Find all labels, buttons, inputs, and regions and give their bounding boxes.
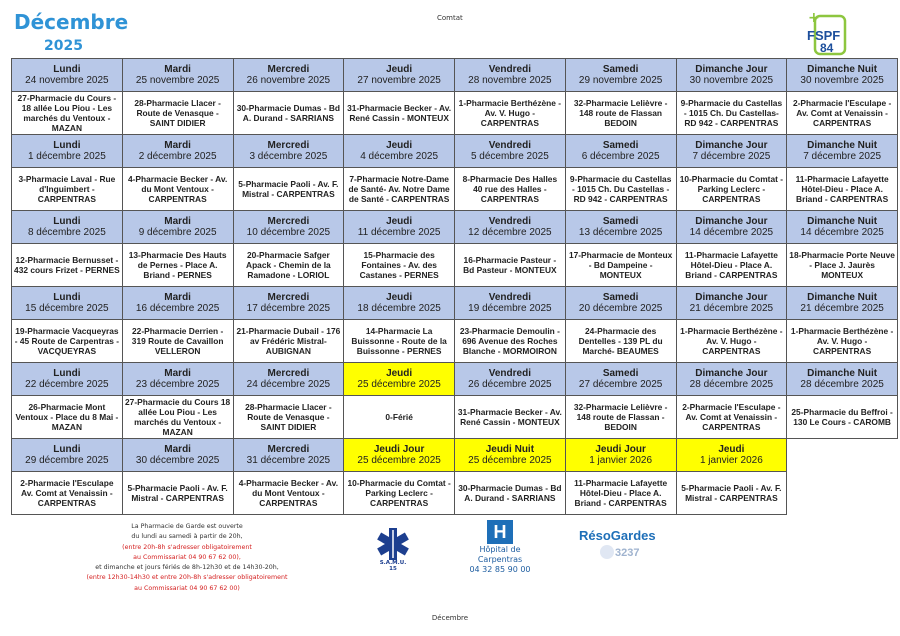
- day-name: Lundi: [53, 444, 81, 455]
- day-date: 28 décembre 2025: [689, 379, 774, 390]
- pharmacy-cell: [233, 168, 344, 211]
- day-header-cell: [787, 211, 898, 244]
- pharmacy-cell: [565, 320, 676, 363]
- pharmacy-cell: [344, 244, 455, 287]
- week-pharmacy-row: [12, 396, 898, 439]
- day-header-cell: [233, 363, 344, 396]
- day-date: 7 décembre 2025: [803, 151, 882, 162]
- pharmacy-cell: [12, 244, 123, 287]
- resogardes-logo: [577, 524, 673, 562]
- pharmacy-cell: [344, 320, 455, 363]
- pharmacy-on-duty: 4-Pharmacie Becker - Av. du Mont Ventoux - CARPENTRAS: [127, 174, 228, 204]
- day-date: 2 décembre 2025: [138, 151, 217, 162]
- pharmacy-on-duty: 31-Pharmacie Becker - Av. René Cassin - MONTEUX: [347, 103, 452, 123]
- day-name: Dimanche Jour: [695, 140, 768, 151]
- day-header-cell: [565, 211, 676, 244]
- pharmacy-on-duty: 11-Pharmacie Lafayette Hôtel-Dieu - Place A. Briand - CARPENTRAS: [795, 174, 889, 204]
- day-name: Mardi: [164, 216, 191, 227]
- day-name: Vendredi: [488, 64, 531, 75]
- day-name: Mercredi: [267, 64, 310, 75]
- pharmacy-cell: [12, 396, 123, 439]
- pharmacy-on-duty: 10-Pharmacie du Comtat - Parking Leclerc - CARPENTRAS: [347, 478, 451, 508]
- day-header-cell: [12, 287, 123, 320]
- info-line: et dimanche et jours fériés de 8h-12h30 et de 14h30-20h,: [95, 564, 279, 572]
- day-name: Mardi: [164, 292, 191, 303]
- day-name: Samedi: [602, 140, 639, 151]
- commune-label: Comtat: [437, 14, 463, 22]
- day-name: Mardi: [164, 368, 191, 379]
- day-date: 25 décembre 2025: [357, 455, 441, 466]
- pharmacy-cell: [455, 472, 566, 515]
- day-header-cell: [787, 363, 898, 396]
- pharmacy-cell: [122, 244, 233, 287]
- week-pharmacy-row: [12, 320, 898, 363]
- day-header-cell: [455, 363, 566, 396]
- samu-name: S.A.M.U.: [379, 560, 407, 566]
- day-date: 13 décembre 2025: [578, 227, 663, 238]
- day-header-cell: [455, 439, 566, 472]
- day-name: Jeudi: [386, 64, 413, 75]
- pharmacy-cell: [565, 472, 676, 515]
- pharmacy-cell: [787, 92, 898, 135]
- pharmacy-on-duty: 5-Pharmacie Paoli - Av. F. Mistral - CARPENTRAS: [238, 179, 339, 199]
- day-date: 31 décembre 2025: [246, 455, 331, 466]
- pharmacy-on-duty: 19-Pharmacie Vacqueyras - 45 Route de Carpentras - VACQUEYRAS: [14, 326, 119, 356]
- pharmacy-on-duty: 25-Pharmacie du Beffroi - 130 Le Cours - CAROMB: [791, 407, 893, 427]
- hospital-phone: 04 32 85 90 00: [469, 565, 531, 574]
- week-pharmacy-row: [12, 472, 898, 515]
- pharmacy-cell: [787, 320, 898, 363]
- day-name: Dimanche Jour: [695, 368, 768, 379]
- day-header-cell: [12, 211, 123, 244]
- day-date: 29 décembre 2025: [25, 455, 109, 466]
- hospital-name-1: Hôpital de: [479, 545, 521, 554]
- pharmacy-on-duty: 11-Pharmacie Lafayette Hôtel-Dieu - Place A. Briand - CARPENTRAS: [574, 478, 668, 508]
- day-name: Vendredi: [488, 216, 531, 227]
- day-header-cell: [122, 287, 233, 320]
- day-name: Samedi: [602, 216, 639, 227]
- day-header-cell: [122, 59, 233, 92]
- day-name: Lundi: [53, 216, 81, 227]
- pharmacy-on-duty: 14-Pharmacie La Buissonne - Route de la Buissonne - PERNES: [351, 326, 447, 356]
- day-name: Lundi: [53, 368, 81, 379]
- day-date: 7 décembre 2025: [692, 151, 771, 162]
- day-date: 29 novembre 2025: [578, 75, 663, 86]
- pharmacy-cell: [676, 472, 787, 515]
- pharmacy-cell: [676, 92, 787, 135]
- day-header-cell: [455, 59, 566, 92]
- day-date: 6 décembre 2025: [581, 151, 660, 162]
- pharmacy-on-duty: 28-Pharmacie Llacer - Route de Venasque - SAINT DIDIER: [245, 402, 332, 432]
- day-date: 20 décembre 2025: [578, 303, 663, 314]
- day-date: 1 janvier 2026: [699, 455, 763, 466]
- week-header-row: [12, 211, 898, 244]
- pharmacy-cell: [122, 320, 233, 363]
- day-date: 16 décembre 2025: [135, 303, 220, 314]
- day-date: 19 décembre 2025: [468, 303, 552, 314]
- day-date: 5 décembre 2025: [470, 151, 549, 162]
- pharmacy-on-duty: 30-Pharmacie Dumas - Bd A. Durand - SARRIANS: [458, 483, 562, 503]
- pharmacy-cell: [233, 472, 344, 515]
- day-name: Dimanche Nuit: [807, 292, 878, 303]
- fspf-logo: [803, 10, 849, 58]
- week-pharmacy-row: [12, 168, 898, 211]
- pharmacy-cell: [565, 168, 676, 211]
- week-header-row: [12, 135, 898, 168]
- pharmacy-on-duty: 2-Pharmacie l'Esculape - Av. Comt at Venaissin - CARPENTRAS: [792, 98, 892, 128]
- resogardes-number: 3237: [615, 547, 640, 559]
- day-name: Lundi: [53, 292, 81, 303]
- day-header-cell: [233, 439, 344, 472]
- day-date: 26 décembre 2025: [468, 379, 552, 390]
- pharmacy-on-duty: 12-Pharmacie Bernusset - 432 cours Frizet - PERNES: [14, 255, 120, 275]
- day-header-cell: [676, 59, 787, 92]
- pharmacy-on-duty: 27-Pharmacie du Cours - 18 allée Lou Piou - Les marchés du Ventoux - MAZAN: [17, 93, 117, 133]
- pharmacy-cell: [344, 472, 455, 515]
- pharmacy-on-duty: 28-Pharmacie Llacer - Route de Venasque - SAINT DIDIER: [134, 98, 221, 128]
- pharmacy-on-duty: 24-Pharmacie des Dentelles - 139 PL du Marché- BEAUMES: [578, 326, 663, 356]
- hospital-icon: H: [487, 520, 513, 544]
- day-name: Jeudi Nuit: [485, 444, 535, 455]
- day-header-cell: [787, 59, 898, 92]
- day-date: 23 décembre 2025: [135, 379, 220, 390]
- pharmacy-cell: [676, 168, 787, 211]
- page-title: Décembre: [14, 10, 129, 34]
- day-name: Vendredi: [488, 292, 531, 303]
- day-date: 15 décembre 2025: [25, 303, 109, 314]
- pharmacy-on-duty: 20-Pharmacie Safger Apack - Chemin de la Ramadone - LORIOL: [246, 250, 331, 280]
- day-name: Lundi: [53, 140, 81, 151]
- day-name: Mercredi: [267, 368, 310, 379]
- pharmacy-on-duty: 4-Pharmacie Becker - Av. du Mont Ventoux - CARPENTRAS: [238, 478, 339, 508]
- pharmacy-on-duty: 10-Pharmacie du Comtat - Parking Leclerc - CARPENTRAS: [679, 174, 784, 204]
- day-name: Samedi: [602, 292, 639, 303]
- pharmacy-cell: [12, 92, 123, 135]
- info-line: La Pharmacie de Garde est ouverte: [131, 523, 243, 530]
- day-date: 30 novembre 2025: [800, 75, 884, 86]
- day-name: Mercredi: [267, 292, 310, 303]
- pharmacy-on-duty: 8-Pharmacie Des Halles 40 rue des Halles - CARPENTRAS: [462, 174, 558, 204]
- day-header-cell: [565, 363, 676, 396]
- week-header-row: [12, 59, 898, 92]
- week-header-row: [12, 363, 898, 396]
- day-date: 14 décembre 2025: [800, 227, 884, 238]
- pharmacy-cell: [455, 396, 566, 439]
- pharmacy-cell: [344, 168, 455, 211]
- samu-label: [371, 560, 415, 572]
- day-header-cell: [565, 59, 676, 92]
- day-name: Dimanche Jour: [695, 216, 768, 227]
- pharmacy-on-duty: 17-Pharmacie de Monteux - Bd Dampeine - MONTEUX: [568, 250, 673, 280]
- day-header-cell: [455, 287, 566, 320]
- day-name: Jeudi Jour: [373, 444, 425, 455]
- day-name: Dimanche Nuit: [807, 216, 878, 227]
- day-date: 18 décembre 2025: [357, 303, 441, 314]
- day-header-cell: [344, 135, 455, 168]
- day-name: Samedi: [602, 64, 639, 75]
- day-header-cell: [565, 287, 676, 320]
- samu-number: 15: [389, 566, 397, 572]
- day-name: Dimanche Nuit: [807, 64, 878, 75]
- pharmacy-on-duty: 2-Pharmacie l'Esculape - Av. Comt at Venaissin - CARPENTRAS: [682, 402, 781, 432]
- day-date: 21 décembre 2025: [689, 303, 774, 314]
- day-date: 27 décembre 2025: [578, 379, 663, 390]
- day-date: 30 novembre 2025: [689, 75, 774, 86]
- pharmacy-cell: [122, 168, 233, 211]
- pharmacy-on-duty: 5-Pharmacie Paoli - Av. F. Mistral - CARPENTRAS: [681, 483, 782, 503]
- pharmacy-cell: [455, 92, 566, 135]
- pharmacy-on-duty: 5-Pharmacie Paoli - Av. F. Mistral - CARPENTRAS: [127, 483, 228, 503]
- day-header-cell: [12, 439, 123, 472]
- pharmacy-on-duty: 30-Pharmacie Dumas - Bd A. Durand - SARRIANS: [236, 103, 341, 123]
- pharmacy-cell: [344, 92, 455, 135]
- day-header-cell: [344, 59, 455, 92]
- day-name: Mardi: [164, 444, 191, 455]
- pharmacy-on-duty: 1-Pharmacie Berthézène - Av. V. Hugo - CARPENTRAS: [790, 326, 894, 356]
- hospital-info: [455, 545, 545, 575]
- pharmacy-on-duty: 32-Pharmacie Lelièvre - 148 route de Flassan BEDOIN: [573, 98, 668, 128]
- fspf-logo-text: FSPF: [807, 28, 841, 43]
- pharmacy-on-duty: 16-Pharmacie Pasteur - Bd Pasteur - MONTEUX: [463, 255, 557, 275]
- day-header-cell: [12, 363, 123, 396]
- pharmacy-cell: [455, 320, 566, 363]
- day-name: Mardi: [164, 64, 191, 75]
- pharmacy-on-duty: 21-Pharmacie Dubail - 176 av Frédéric Mistral- AUBIGNAN: [236, 326, 341, 356]
- day-date: 27 novembre 2025: [357, 75, 441, 86]
- day-header-cell: [787, 287, 898, 320]
- day-header-cell: [233, 59, 344, 92]
- day-date: 21 décembre 2025: [800, 303, 884, 314]
- day-header-cell: [565, 135, 676, 168]
- hospital-name-2: Carpentras: [477, 555, 523, 564]
- day-header-cell: [344, 439, 455, 472]
- day-name: Jeudi: [386, 292, 413, 303]
- day-header-cell: [455, 211, 566, 244]
- pharmacy-on-duty: 18-Pharmacie Porte Neuve - Place J. Jaurès MONTEUX: [789, 250, 895, 280]
- pharmacy-cell: [676, 244, 787, 287]
- empty-cell: [787, 472, 898, 515]
- day-date: 9 décembre 2025: [138, 227, 217, 238]
- pharmacy-on-duty: 13-Pharmacie Des Hauts de Pernes - Place A. Briand - PERNES: [128, 250, 227, 280]
- day-header-cell: [233, 287, 344, 320]
- day-date: 1 décembre 2025: [27, 151, 106, 162]
- opening-hours-info: [62, 522, 312, 594]
- day-name: Jeudi: [386, 368, 413, 379]
- day-name: Jeudi: [386, 216, 413, 227]
- pharmacy-cell: [12, 168, 123, 211]
- day-header-cell: [344, 211, 455, 244]
- pharmacy-cell: [565, 244, 676, 287]
- pharmacy-cell: [344, 396, 455, 439]
- pharmacy-cell: [122, 472, 233, 515]
- day-header-cell: [122, 135, 233, 168]
- day-name: Jeudi: [386, 140, 413, 151]
- day-header-cell: [233, 135, 344, 168]
- day-date: 12 décembre 2025: [468, 227, 552, 238]
- pharmacy-cell: [565, 396, 676, 439]
- pharmacy-cell: [676, 320, 787, 363]
- day-date: 22 décembre 2025: [25, 379, 109, 390]
- day-header-cell: [233, 211, 344, 244]
- day-header-cell: [676, 439, 787, 472]
- pharmacy-on-duty: 3-Pharmacie Laval - Rue d'Inguimbert - CARPENTRAS: [18, 174, 116, 204]
- day-date: 1 janvier 2026: [589, 455, 653, 466]
- day-date: 30 décembre 2025: [135, 455, 220, 466]
- duty-calendar: [11, 58, 898, 515]
- pharmacy-cell: [233, 92, 344, 135]
- pharmacy-on-duty: 23-Pharmacie Demoulin - 696 Avenue des Roches Blanche - MORMOIRON: [459, 326, 560, 356]
- week-header-row: [12, 439, 898, 472]
- day-header-cell: [344, 363, 455, 396]
- day-header-cell: [676, 135, 787, 168]
- info-line: au Commissariat 04 90 67 62 00),: [133, 553, 241, 561]
- day-header-cell: [344, 287, 455, 320]
- week-pharmacy-row: [12, 244, 898, 287]
- day-date: 17 décembre 2025: [246, 303, 331, 314]
- day-date: 4 décembre 2025: [360, 151, 439, 162]
- pharmacy-on-duty: 9-Pharmacie du Castellas - 1015 Ch. Du Castellas - RD 942 - CARPENTRAS: [569, 174, 672, 204]
- pharmacy-cell: [565, 92, 676, 135]
- pharmacy-cell: [122, 396, 233, 439]
- pharmacy-cell: [122, 92, 233, 135]
- pharmacy-on-duty: 15-Pharmacie des Fontaines - Av. des Castanes - PERNES: [359, 250, 439, 280]
- day-name: Mercredi: [267, 216, 310, 227]
- day-header-cell: [122, 211, 233, 244]
- day-name: Vendredi: [488, 368, 531, 379]
- week-header-row: [12, 287, 898, 320]
- info-line: au Commissariat 04 90 67 62 00): [134, 584, 240, 592]
- day-date: 25 novembre 2025: [135, 75, 220, 86]
- day-date: 11 décembre 2025: [357, 227, 441, 238]
- day-name: Dimanche Nuit: [807, 140, 878, 151]
- day-header-cell: [122, 363, 233, 396]
- day-header-cell: [565, 439, 676, 472]
- day-date: 26 novembre 2025: [246, 75, 331, 86]
- pharmacy-cell: [455, 244, 566, 287]
- pharmacy-cell: [12, 472, 123, 515]
- day-header-cell: [12, 135, 123, 168]
- pharmacy-on-duty: 2-Pharmacie l'Esculape Av. Comt at Venaissin - CARPENTRAS: [20, 478, 114, 508]
- day-name: Vendredi: [488, 140, 531, 151]
- pharmacy-on-duty: 27-Pharmacie du Cours 18 allée Lou Piou - Les marchés du Ventoux - MAZAN: [125, 397, 231, 437]
- day-date: 25 décembre 2025: [357, 379, 441, 390]
- day-name: Samedi: [602, 368, 639, 379]
- pharmacy-on-duty: 26-Pharmacie Mont Ventoux - Place du 8 Mai - MAZAN: [15, 402, 119, 432]
- pharmacy-on-duty: 0-Férié: [385, 412, 413, 422]
- day-name: Mercredi: [267, 140, 310, 151]
- day-date: 25 décembre 2025: [468, 455, 552, 466]
- day-date: 14 décembre 2025: [689, 227, 774, 238]
- day-name: Mardi: [164, 140, 191, 151]
- pharmacy-cell: [233, 244, 344, 287]
- day-name: Dimanche Nuit: [807, 368, 878, 379]
- day-header-cell: [787, 135, 898, 168]
- pharmacy-on-duty: 11-Pharmacie Lafayette Hôtel-Dieu - Place A. Briand - CARPENTRAS: [684, 250, 778, 280]
- info-line: (entre 20h-8h s'adresser obligatoirement: [122, 543, 252, 551]
- day-name: Dimanche Jour: [695, 292, 768, 303]
- pharmacy-cell: [676, 396, 787, 439]
- pharmacy-on-duty: 31-Pharmacie Becker - Av. René Cassin - MONTEUX: [457, 407, 562, 427]
- day-name: Lundi: [53, 64, 81, 75]
- day-date: 3 décembre 2025: [249, 151, 328, 162]
- pharmacy-cell: [787, 244, 898, 287]
- day-date: 28 novembre 2025: [468, 75, 552, 86]
- page-year: 2025: [44, 38, 83, 54]
- pharmacy-on-duty: 1-Pharmacie Berthézène - Av. V. Hugo - CARPENTRAS: [680, 326, 783, 356]
- pharmacy-cell: [12, 320, 123, 363]
- day-date: 24 novembre 2025: [25, 75, 109, 86]
- fspf-logo-number: 84: [820, 41, 834, 55]
- day-date: 8 décembre 2025: [27, 227, 106, 238]
- day-header-cell: [12, 59, 123, 92]
- pharmacy-on-duty: 7-Pharmacie Notre-Dame de Santé- Av. Notre Dame de Santé - CARPENTRAS: [348, 174, 450, 204]
- pharmacy-on-duty: 22-Pharmacie Derrien - 319 Route de Cavaillon VELLERON: [131, 326, 224, 356]
- day-header-cell: [676, 211, 787, 244]
- day-header-cell: [676, 287, 787, 320]
- day-date: 24 décembre 2025: [246, 379, 331, 390]
- empty-cell: [787, 439, 898, 472]
- day-name: Jeudi Jour: [595, 444, 646, 455]
- svg-text:+: +: [808, 10, 820, 26]
- info-line: (entre 12h30-14h30 et entre 20h-8h s'adresser obligatoirement: [86, 574, 288, 582]
- day-name: Dimanche Jour: [695, 64, 768, 75]
- day-header-cell: [122, 439, 233, 472]
- pharmacy-cell: [455, 168, 566, 211]
- pharmacy-cell: [233, 396, 344, 439]
- day-date: 28 décembre 2025: [800, 379, 884, 390]
- day-header-cell: [676, 363, 787, 396]
- week-pharmacy-row: [12, 92, 898, 135]
- day-name: Jeudi: [718, 444, 745, 455]
- day-date: 10 décembre 2025: [246, 227, 331, 238]
- pharmacy-on-duty: 32-Pharmacie Lelièvre - 148 route de Flassan - BEDOIN: [573, 402, 668, 432]
- pharmacy-on-duty: 9-Pharmacie du Castellas - 1015 Ch. Du Castellas- RD 942 - CARPENTRAS: [680, 98, 783, 128]
- pharmacy-cell: [787, 396, 898, 439]
- page-footer: Décembre: [431, 614, 469, 622]
- pharmacy-cell: [787, 168, 898, 211]
- day-name: Mercredi: [267, 444, 310, 455]
- pharmacy-cell: [233, 320, 344, 363]
- pharmacy-on-duty: 1-Pharmacie Berthézène - Av. V. Hugo - CARPENTRAS: [458, 98, 562, 128]
- day-header-cell: [455, 135, 566, 168]
- resogardes-brand: RésoGardes: [579, 528, 656, 543]
- info-line: du lundi au samedi à partir de 20h,: [131, 533, 243, 541]
